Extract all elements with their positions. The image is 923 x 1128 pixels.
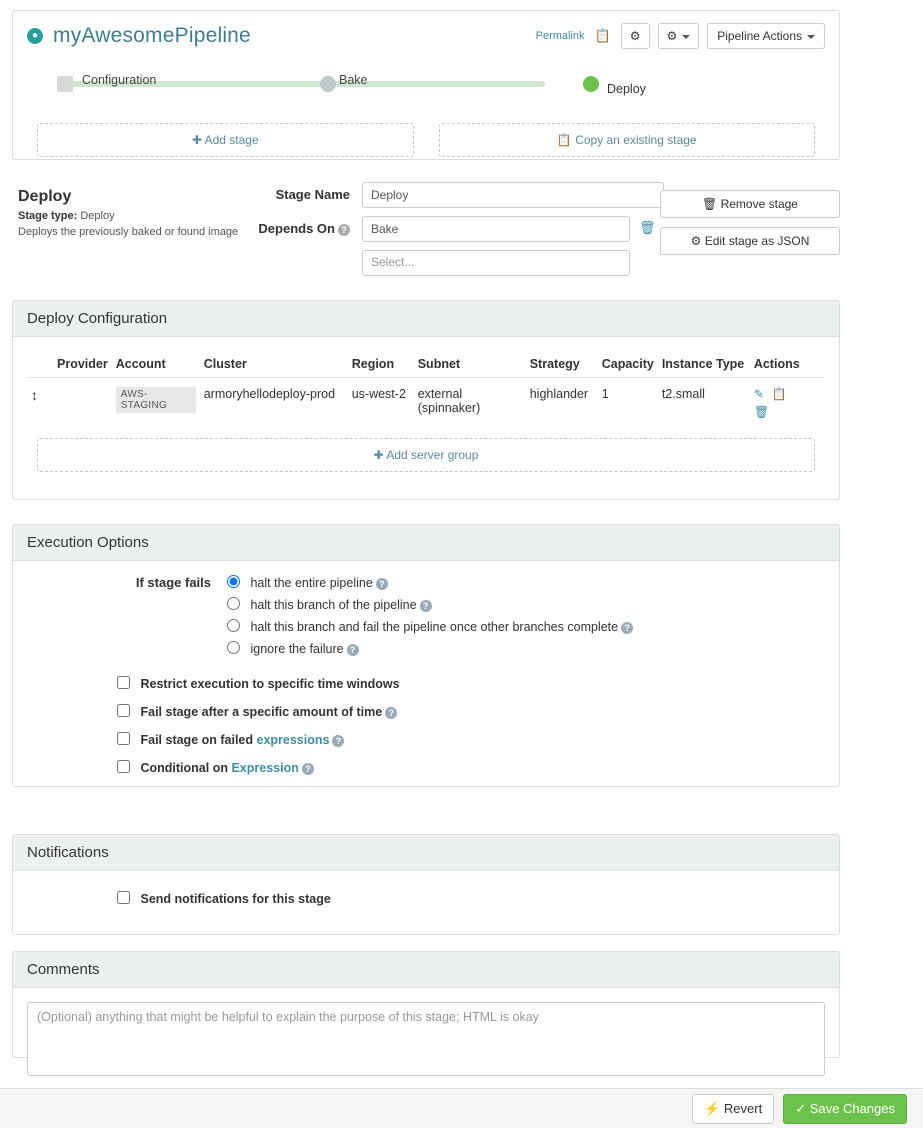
- col-strategy: Strategy: [526, 351, 598, 378]
- radio-label-0: halt the entire pipeline: [250, 576, 373, 590]
- radio-ignore-failure[interactable]: [227, 641, 633, 656]
- stage-label-bake[interactable]: Bake: [339, 73, 368, 87]
- cell-strategy: highlander: [529, 387, 589, 401]
- stage-node-bake[interactable]: [320, 76, 336, 92]
- copy-icon[interactable]: 📋: [771, 387, 787, 401]
- radio-label-1: halt this branch of the pipeline: [250, 598, 417, 612]
- drag-handle-icon[interactable]: ↕: [31, 387, 38, 403]
- help-icon[interactable]: ?: [332, 735, 344, 747]
- expression-link[interactable]: Expression: [231, 761, 299, 775]
- check-circle-icon: ✓: [795, 1100, 807, 1116]
- restrict-execution-input[interactable]: [117, 676, 130, 689]
- edit-icon[interactable]: ✎: [753, 387, 764, 401]
- deploy-configuration-title: Deploy Configuration: [13, 301, 839, 337]
- restrict-execution-checkbox[interactable]: [117, 677, 400, 691]
- fail-on-expressions-input[interactable]: [117, 732, 130, 745]
- stage-name-input[interactable]: [362, 182, 664, 208]
- col-subnet: Subnet: [414, 351, 526, 378]
- pipeline-header-panel: [12, 10, 840, 160]
- bolt-icon: ⚡: [704, 1100, 721, 1116]
- notifications-panel: [12, 834, 840, 935]
- footer-bar: [0, 1088, 923, 1128]
- stage-buttons: [13, 123, 839, 157]
- col-account: Account: [112, 351, 200, 378]
- col-region: Region: [348, 351, 414, 378]
- comments-textarea[interactable]: [27, 1002, 825, 1076]
- failure-options-group: [227, 575, 633, 663]
- cell-account: [112, 378, 200, 429]
- account-badge: AWS-STAGING: [116, 387, 196, 413]
- stage-type-value: Deploy: [80, 210, 115, 222]
- conditional-on-expression-input[interactable]: [117, 760, 130, 773]
- help-icon[interactable]: ?: [621, 622, 633, 634]
- send-notifications-input[interactable]: [117, 891, 130, 904]
- table-row[interactable]: [27, 378, 825, 429]
- fail-on-expressions-checkbox[interactable]: [117, 733, 344, 747]
- cell-provider: [53, 378, 112, 429]
- revert-button[interactable]: [692, 1094, 774, 1124]
- add-server-group-label: Add server group: [386, 448, 479, 462]
- radio-input-ignore-failure[interactable]: [227, 641, 240, 654]
- help-icon[interactable]: ?: [385, 707, 397, 719]
- depends-on-input[interactable]: [362, 216, 630, 242]
- col-actions: Actions: [750, 351, 825, 378]
- stage-label-configuration[interactable]: Configuration: [82, 73, 157, 87]
- chevron-circle-down-icon[interactable]: ●: [27, 28, 43, 44]
- actions-row-2: [754, 405, 821, 419]
- stage-name-label: Stage Name: [275, 187, 350, 202]
- col-cluster: Cluster: [200, 351, 348, 378]
- notifications-title: Notifications: [13, 835, 839, 871]
- notifications-body: [13, 871, 839, 926]
- help-icon[interactable]: ?: [347, 644, 359, 656]
- edit-stage-as-json-label: Edit stage as JSON: [704, 234, 810, 248]
- send-notifications-checkbox[interactable]: [117, 892, 331, 906]
- gear-icon[interactable]: ⚙: [658, 23, 700, 49]
- fail-after-time-input[interactable]: [117, 704, 130, 717]
- send-notifications-row: [117, 885, 825, 912]
- stage-node-configuration[interactable]: [57, 76, 73, 92]
- cell-instance-type: t2.small: [661, 387, 705, 401]
- help-icon[interactable]: ?: [302, 763, 314, 775]
- cell-capacity: 1: [601, 387, 609, 401]
- copy-existing-stage-button[interactable]: [439, 123, 816, 157]
- fail-after-time-row: [117, 704, 825, 719]
- pipeline-header-row: [13, 11, 839, 49]
- execution-options-panel: [12, 524, 840, 787]
- spacer-label: [252, 250, 362, 255]
- col-provider: Provider: [53, 351, 112, 378]
- fail-after-time-label: Fail stage after a specific amount of time: [140, 705, 383, 719]
- save-changes-button[interactable]: [783, 1094, 907, 1124]
- add-stage-label: Add stage: [204, 133, 259, 147]
- depends-on-text: Depends On: [258, 221, 335, 236]
- stage-node-deploy[interactable]: [583, 76, 599, 92]
- comments-panel: [12, 951, 840, 1058]
- execution-options-title: Execution Options: [13, 525, 839, 561]
- if-stage-fails-row: [27, 575, 825, 663]
- add-stage-button[interactable]: [37, 123, 414, 157]
- if-stage-fails-label: If stage fails: [135, 575, 211, 590]
- gear-icon: ⚙: [690, 234, 702, 248]
- fail-on-expressions-label: Fail stage on failed: [140, 733, 254, 747]
- radio-label-2: halt this branch and fail the pipeline once other branches complete: [250, 620, 619, 634]
- radio-input-halt-branch[interactable]: [227, 597, 240, 610]
- expressions-link[interactable]: expressions: [256, 733, 330, 747]
- plus-circle-icon: ✚: [191, 133, 202, 147]
- server-groups-table: [27, 351, 825, 428]
- depends-on-select-row: [252, 250, 682, 276]
- remove-stage-button[interactable]: [660, 190, 840, 218]
- col-instance-type: Instance Type: [658, 351, 750, 378]
- copy-icon[interactable]: 📋: [594, 28, 611, 43]
- stage-form: [252, 182, 682, 284]
- execution-options-body: [13, 561, 839, 789]
- comments-body: [13, 988, 839, 1093]
- trash-icon[interactable]: 🗑: [753, 405, 770, 419]
- stage-type-label: Stage type:: [18, 210, 78, 222]
- history-icon[interactable]: ⚙: [621, 23, 650, 49]
- copy-stage-label: Copy an existing stage: [575, 133, 697, 147]
- stage-progress-bar: [39, 67, 813, 107]
- depends-on-label: [252, 216, 362, 236]
- restrict-execution-row: [117, 676, 825, 691]
- stage-heading: Deploy: [18, 188, 72, 205]
- comments-title: Comments: [13, 952, 839, 988]
- fail-after-time-checkbox[interactable]: [117, 705, 397, 719]
- depends-on-select[interactable]: Select...: [362, 250, 630, 276]
- depends-on-row: [252, 216, 682, 242]
- stage-action-buttons: [660, 190, 840, 264]
- deploy-configuration-body: [13, 337, 839, 486]
- conditional-on-label: Conditional on: [140, 761, 228, 775]
- cell-subnet: external (spinnaker): [417, 387, 481, 415]
- copy-icon: 📋: [556, 133, 572, 147]
- col-drag: [27, 351, 53, 378]
- deploy-configuration-panel: [12, 300, 840, 500]
- fail-on-expressions-row: [117, 732, 825, 747]
- cell-cluster: armoryhellodeploy-prod: [203, 387, 336, 401]
- stage-description: Deploys the previously baked or found image: [18, 226, 239, 238]
- restrict-execution-label: Restrict execution to specific time windows: [140, 677, 400, 691]
- radio-halt-branch-fail-pipeline[interactable]: [227, 619, 633, 634]
- page-title: myAwesomePipeline: [53, 24, 251, 47]
- plus-circle-icon: ✚: [373, 448, 384, 462]
- stage-type-row: [18, 210, 248, 222]
- revert-label: Revert: [723, 1100, 763, 1116]
- stage-details-section: [12, 182, 840, 292]
- help-icon[interactable]: ?: [338, 224, 350, 236]
- radio-input-halt-entire-pipeline[interactable]: [227, 575, 240, 588]
- cell-actions: [750, 378, 825, 429]
- stage-name-row: [252, 182, 682, 208]
- pipeline-actions-button[interactable]: Pipeline Actions: [707, 23, 825, 49]
- trash-icon[interactable]: 🗑: [639, 220, 656, 235]
- radio-halt-entire-pipeline[interactable]: [227, 575, 633, 590]
- stage-info: [18, 188, 248, 240]
- col-capacity: Capacity: [598, 351, 658, 378]
- edit-stage-as-json-button[interactable]: [660, 227, 840, 255]
- conditional-on-expression-row: [117, 760, 825, 775]
- help-icon[interactable]: ?: [376, 578, 388, 590]
- radio-halt-branch[interactable]: [227, 597, 633, 612]
- conditional-on-expression-checkbox[interactable]: [117, 761, 314, 775]
- stage-label-deploy[interactable]: Deploy: [607, 82, 646, 96]
- save-changes-label: Save Changes: [809, 1100, 895, 1116]
- remove-stage-label: Remove stage: [720, 197, 798, 211]
- send-notifications-label: Send notifications for this stage: [140, 892, 331, 906]
- add-server-group-button[interactable]: [37, 438, 815, 472]
- help-icon[interactable]: ?: [420, 600, 432, 612]
- trash-icon: 🗑: [702, 197, 718, 211]
- radio-input-halt-branch-fail-pipeline[interactable]: [227, 619, 240, 632]
- header-actions: [536, 23, 825, 49]
- permalink-link[interactable]: Permalink: [535, 30, 585, 42]
- cell-region: us-west-2: [351, 387, 406, 401]
- radio-label-3: ignore the failure: [250, 642, 344, 656]
- table-header-row: [27, 351, 825, 378]
